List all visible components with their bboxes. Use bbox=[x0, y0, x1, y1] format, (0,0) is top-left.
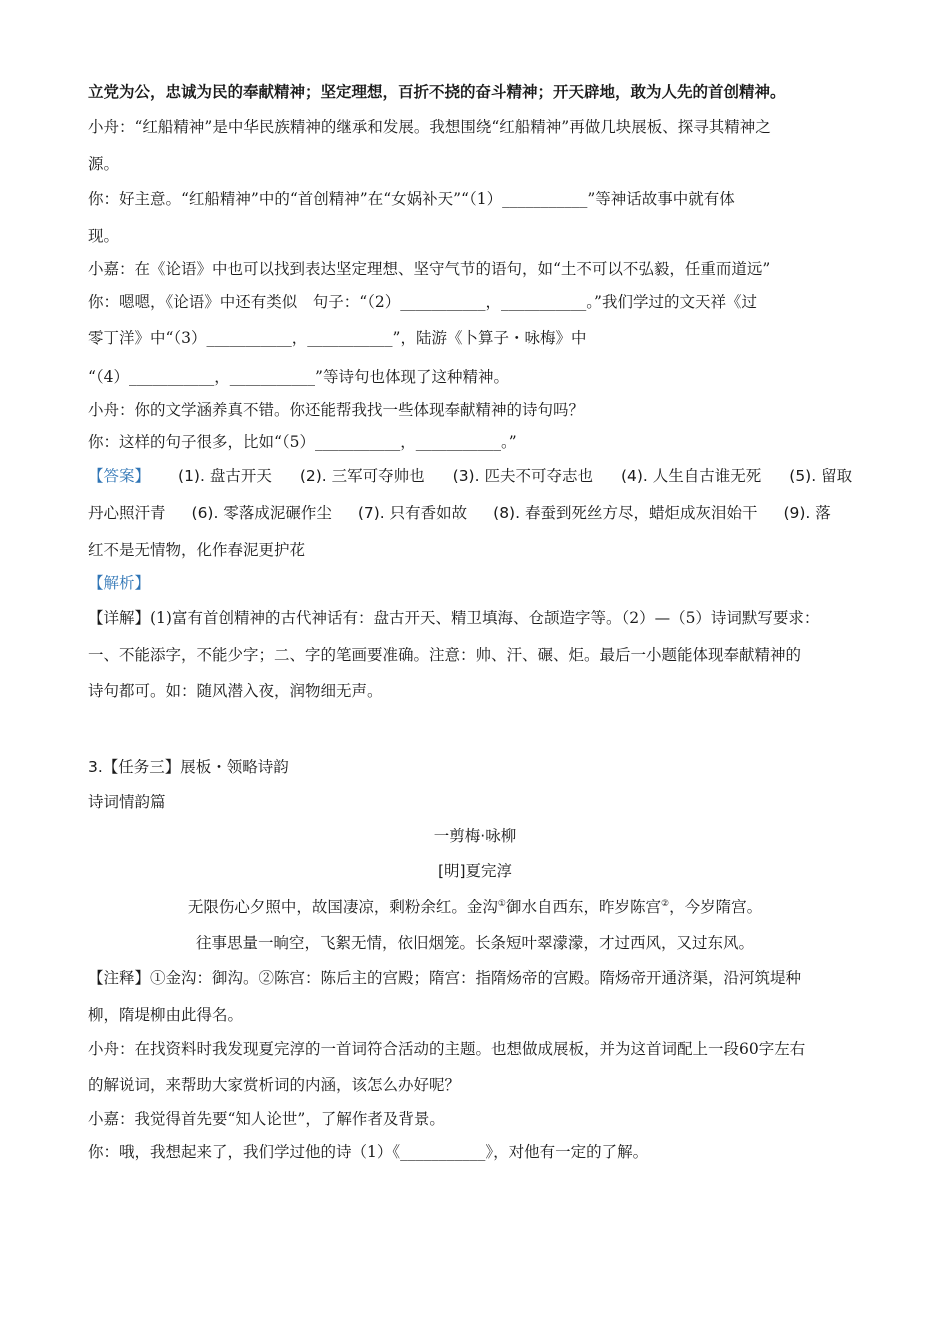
answer-line-3: 红不是无情物，化作春泥更护花 bbox=[88, 541, 306, 559]
answer-item: (7). 只有香如故 bbox=[357, 504, 468, 522]
dialogue-line: 小嘉：在《论语》中也可以找到表达坚定理想、坚守气节的语句，如“土不可以不弘毅，任重而道远” bbox=[88, 260, 771, 278]
notes-line: 柳，隋堤柳由此得名。 bbox=[88, 1006, 244, 1024]
answer-item: (8). 春蚕到死丝方尽，蜡炬成灰泪始干 bbox=[493, 504, 758, 522]
dialogue-line: 小舟：你的文学涵养真不错。你还能帮我找一些体现奉献精神的诗句吗？ bbox=[88, 401, 585, 419]
poem-title: 一剪梅·咏柳 bbox=[433, 827, 517, 845]
task-heading: 3.【任务三】展板・领略诗韵 bbox=[88, 758, 289, 776]
section-title: 诗词情韵篇 bbox=[88, 793, 166, 811]
answer-item: (2). 三军可夺帅也 bbox=[299, 467, 425, 485]
dialogue-line: 的解说词，来帮助大家赏析词的内涵，该怎么办好呢？ bbox=[88, 1076, 461, 1094]
dialogue-line: 你：好主意。“红船精神”中的“首创精神”在“女娲补天”“（1）___________”等神话故事中就有体 bbox=[88, 190, 735, 208]
answer-tag: 【答案】 bbox=[88, 467, 151, 485]
dialogue-line: 小舟：在找资料时我发现夏完淳的一首词符合活动的主题。也想做成展板，并为这首词配上一段60字左右 bbox=[88, 1040, 806, 1058]
answer-item: (3). 匹夫不可夺志也 bbox=[452, 467, 593, 485]
analysis-line: 一、不能添字，不能少字；二、字的笔画要准确。注意：帅、汗、碾、炬。最后一小题能体现奉献精神的 bbox=[88, 646, 802, 664]
analysis-line: 诗句都可。如：随风潜入夜，润物细无声。 bbox=[88, 682, 383, 700]
answer-item: (9). 落 bbox=[783, 504, 831, 522]
answer-line-1 bbox=[88, 466, 852, 486]
dialogue-line: 小舟：“红船精神”是中华民族精神的继承和发展。我想围绕“红船精神”再做几块展板、探寻其精神之 bbox=[88, 118, 771, 136]
dialogue-line: 你：这样的句子很多，比如“（5）___________，___________。” bbox=[88, 433, 517, 451]
spirit-line: 立党为公，忠诚为民的奉献精神；坚定理想，百折不挠的奋斗精神；开天辟地，敢为人先的首创精神。 bbox=[88, 83, 786, 101]
poem-text: ，今岁隋宫。 bbox=[669, 898, 763, 916]
poem-text: 无限伤心夕照中，故国凄凉，剩粉余红。金沟 bbox=[187, 898, 498, 916]
notes-line: 【注释】①金沟：御沟。②陈宫：陈后主的宫殿；隋宫：指隋炀帝的宫殿。隋炀帝开通济渠，沿河筑堤种 bbox=[88, 969, 802, 987]
answer-item: (6). 零落成泥碾作尘 bbox=[191, 504, 332, 522]
answer-item: (5). 留取 bbox=[789, 467, 853, 485]
poem-line-1 bbox=[0, 897, 950, 917]
poem-text: 御水自西东，昨岁陈宫 bbox=[505, 898, 661, 916]
dialogue-line: “（4）___________，___________”等诗句也体现了这种精神。 bbox=[88, 368, 509, 386]
answer-item: (1). 盘古开天 bbox=[178, 467, 272, 485]
dialogue-line: 小嘉：我觉得首先要“知人论世”，了解作者及背景。 bbox=[88, 1110, 445, 1128]
dialogue-line: 你：嗯嗯，《论语》中还有类似 句子：“（2）___________，___________。”我们学过的文天祥《过 bbox=[88, 293, 757, 311]
answer-item: 丹心照汗青 bbox=[88, 504, 166, 522]
answer-item: (4). 人生自古谁无死 bbox=[620, 467, 762, 485]
dialogue-line: 源。 bbox=[88, 155, 120, 173]
note-marker: ② bbox=[661, 898, 670, 909]
dialogue-line: 现。 bbox=[88, 227, 120, 245]
answer-line-2 bbox=[88, 503, 831, 523]
analysis-line: 【详解】(1)富有首创精神的古代神话有：盘古开天、精卫填海、仓颉造字等。（2）—（5）诗词默写要求： bbox=[88, 609, 820, 627]
dialogue-line: 你：哦，我想起来了，我们学过他的诗（1）《___________》，对他有一定的了解。 bbox=[88, 1143, 649, 1161]
analysis-tag: 【解析】 bbox=[88, 574, 151, 592]
poem-line-2: 往事思量一晌空，飞絮无情，依旧烟笼。长条短叶翠濛濛，才过西风，又过东风。 bbox=[195, 934, 754, 952]
note-marker: ① bbox=[497, 898, 506, 909]
dialogue-line: 零丁洋》中“（3）___________，___________”，陆游《卜算子・咏梅》中 bbox=[88, 329, 587, 347]
poem-author: [明]夏完淳 bbox=[437, 862, 513, 880]
